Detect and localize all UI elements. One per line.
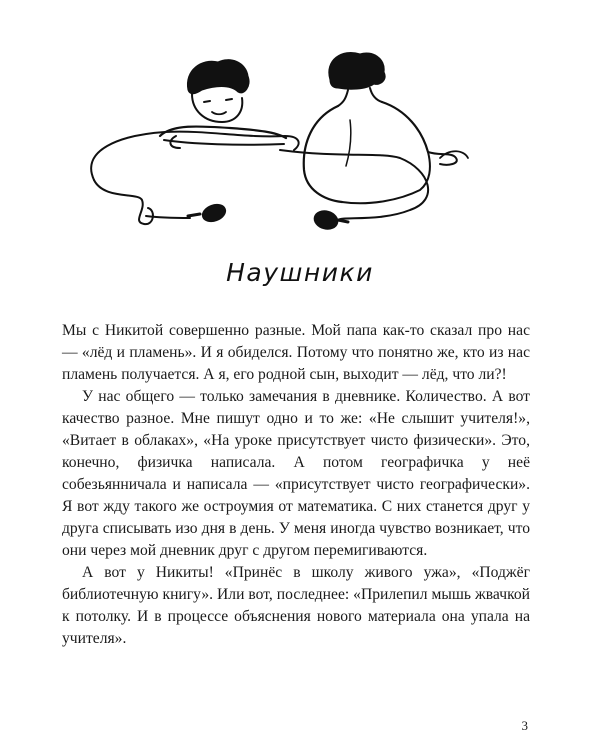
page-number: 3: [521, 718, 528, 733]
chapter-title: Наушники: [226, 258, 374, 287]
chapter-body-text: [62, 320, 530, 650]
paragraph-1: Мы с Никитой совершенно разные. Мой папа как-то сказал про нас — «лёд и пламень». И я обиделся. Потому что понятно же, кто из нас пламень получается. А я, его родной сын, выходит — лёд, что ли?!: [62, 322, 530, 383]
two-boys-headphones-illustration-icon: [80, 40, 500, 250]
paragraph-3: А вот у Никиты! «Принёс в школу живого ужа», «Поджёг библиотечную книгу». Или вот, последнее: «Прилепил мышь жвачкой к потолку. И в процессе объяснения нового материала она упала на учителя».: [62, 564, 530, 647]
paragraph-2: У нас общего — только замечания в дневнике. Количество. А вот качество разное. Мне пишут одно и то же: «Не слышит учителя!», «Витает в облаках», «На уроке присутствует чисто физически». Это, конечно, физичка написала. А потом географичка у неё собезьянничала и написала — «присутствует чисто географически». Я вот жду такого же остроумия от математика. С них станется друг у друга списывать изо дня в день. У меня иногда чувство возникает, что они через мой дневник друг с другом перемигиваются.: [62, 388, 530, 559]
